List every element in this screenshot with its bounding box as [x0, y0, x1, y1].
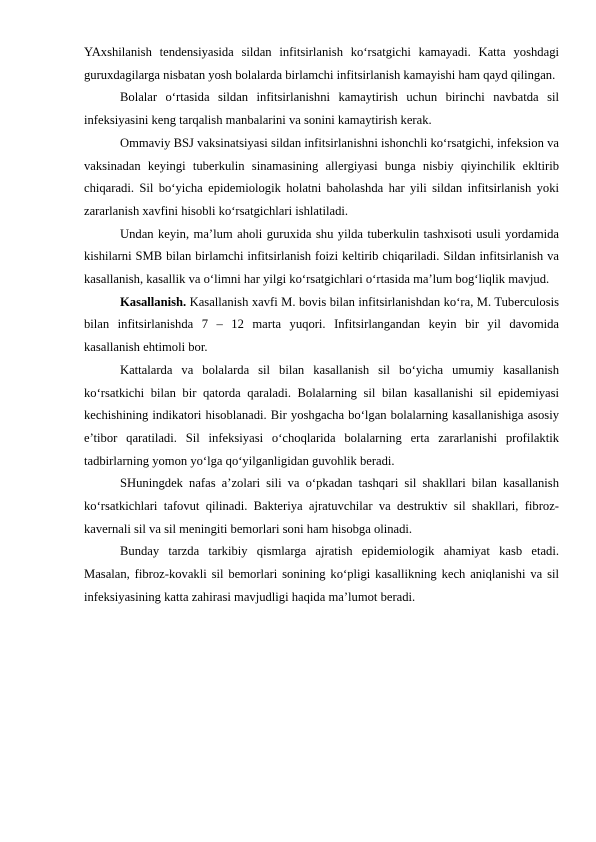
paragraph-5: [84, 291, 559, 359]
paragraph-7: [84, 472, 559, 540]
paragraph-5-text: Kasallanish xavfi M. bovis bilan infitsirlanishdan ko‘ra, M. Tuberculosis bilan infitsirlanishda 7 – 12 marta yuqori. Infitsirlangandan keyin bir yil davomida kasallanish ehtimoli bor.: [84, 294, 559, 355]
paragraph-1-text: YAxshilanish tendensiyasida sildan infitsirlanish ko‘rsatgichi kamayadi. Katta yoshdagi guruxdagilarga nisbatan yosh bolalarda birlamchi infitsirlanish kamayishi ham qayd qilingan.: [84, 45, 559, 82]
paragraph-7-text: SHuningdek nafas a’zolari sili va o‘pkadan tashqari sil shakllari bilan kasallanish ko‘rsatkichlari tafovut qilinadi. Bakteriya ajratuvchilar va destruktiv sil shakllari, fibroz-kavernali sil va sil meningiti bemorlari soni ham hisobga olinadi.: [84, 476, 559, 536]
paragraph-2-text: Bolalar o‘rtasida sildan infitsirlanishni kamaytirish uchun birinchi navbatda sil infeksiyasini keng tarqalish manbalarini va sonini kamaytirish kerak.: [84, 90, 559, 128]
paragraph-5-heading: Kasallanish.: [120, 294, 187, 309]
paragraph-1: [84, 41, 559, 86]
document-page: [84, 41, 559, 609]
paragraph-2: [84, 86, 559, 131]
paragraph-3: [84, 132, 559, 223]
paragraph-4-text: Undan keyin, ma’lum aholi guruxida shu yilda tuberkulin tashxisoti usuli yordamida kishilarni SMB bilan birlamchi infitsirlanish foizi keltirib chiqariladi. Sildan infitsirlanish va kasallanish, kasallik va o‘limni har yilgi ko‘rsatgichlari o‘rtasida ma’lum bog‘liqlik mavjud.: [84, 226, 559, 287]
paragraph-8: [84, 540, 559, 608]
paragraph-6: [84, 359, 559, 473]
paragraph-3-text: Ommaviy BSJ vaksinatsiyasi sildan infitsirlanishni ishonchli ko‘rsatgichi, infeksion va vaksinadan keyingi tuberkulin sinamasining allergiyasi bunga nisbiy qiyinchilik ekltirib chiqaradi. Sil bo‘yicha epidemiologik holatni baholashda har yili sildan infitsirlanish yoki zararlanish xavfini hisobli ko‘rsatgichlari ishlatiladi.: [84, 135, 559, 218]
paragraph-8-text: Bunday tarzda tarkibiy qismlarga ajratish epidemiologik ahamiyat kasb etadi. Masalan, fibroz-kovakli sil bemorlari sonining ko‘pligi kasallikning kech aniqlanishi va sil infeksiyasining katta zahirasi mavjudligi haqida ma’lumot beradi.: [84, 544, 559, 604]
paragraph-4: [84, 223, 559, 291]
paragraph-6-text: Kattalarda va bolalarda sil bilan kasallanish sil bo‘yicha umumiy kasallanish ko‘rsatkichi bilan bir qatorda qaraladi. Bolalarning sil bilan kasallanishi sil epidemiyasi kechishining indikatori hisoblanadi. Bir yoshgacha bo‘lgan bolalarning kasallanishiga asosiy e’tibor qaratiladi. Sil infeksiyasi o‘choqlarida bolalarning erta zararlanishi profilaktik tadbirlarning yomon yo‘lga qo‘yilganligidan guvohlik beradi.: [84, 362, 559, 468]
